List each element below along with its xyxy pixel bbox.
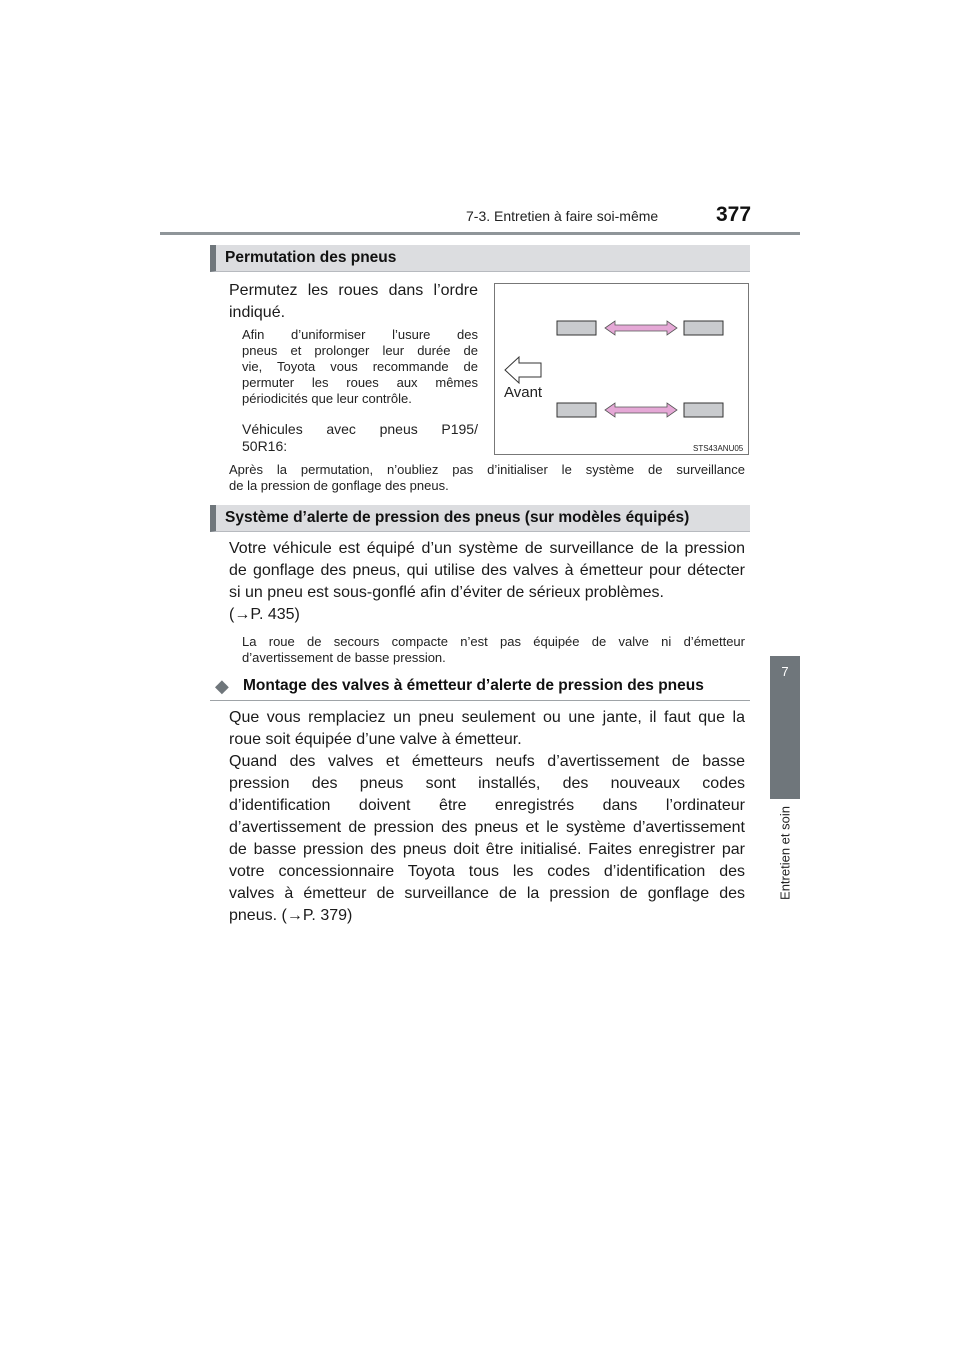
text-line: Afin d’uniformiser l’usure des bbox=[242, 327, 478, 342]
tire-front-right bbox=[557, 403, 596, 417]
text-line: indiqué. bbox=[229, 304, 286, 321]
text-line: 50R16: bbox=[242, 438, 288, 454]
tpms-body bbox=[229, 538, 745, 626]
tire-rotation-figure bbox=[494, 283, 749, 455]
text-line: Après la permutation, n’oubliez pas d’initialiser le système de surveillance bbox=[229, 462, 745, 477]
chapter-label: Entretien et soin bbox=[777, 806, 793, 900]
tire-rear-left bbox=[684, 321, 723, 335]
section-heading-text: Système d’alerte de pression des pneus (sur modèles équipés) bbox=[225, 509, 690, 526]
text-line: d’avertissement de pression des pneus et le système d’avertissement bbox=[229, 819, 745, 836]
tpms-note bbox=[242, 634, 745, 666]
rotation-arrow-top bbox=[605, 321, 677, 335]
vehicle-condition bbox=[242, 421, 478, 455]
permutation-intro bbox=[229, 280, 478, 324]
text-line: votre concessionnaire Toyota tous les codes d’identification des bbox=[229, 863, 745, 880]
page-number: 377 bbox=[716, 203, 752, 226]
text-line: d’avertissement de basse pression. bbox=[242, 650, 446, 665]
chapter-number: 7 bbox=[781, 664, 789, 679]
text-line: de la pression de gonflage des pneus. bbox=[229, 478, 449, 493]
figure-code: STS43ANU05 bbox=[693, 444, 744, 453]
text-line: pneus et prolonger leur durée de bbox=[242, 343, 478, 358]
text-line: permuter les roues aux mêmes bbox=[242, 375, 478, 390]
permutation-note bbox=[242, 327, 478, 407]
text-line: de gonflage des pneus, qui utilise des valves à émetteur pour détecter bbox=[229, 562, 745, 579]
section-heading-permutation bbox=[210, 245, 750, 272]
text-line: de basse pression des pneus doit être initialisé. Faites enregistrer par bbox=[229, 841, 745, 858]
text-line: si un pneu est sous-gonflé afin d’éviter de sérieux problèmes. bbox=[229, 584, 664, 601]
page-reference-link[interactable]: (→P. 435) bbox=[229, 606, 300, 623]
subsection-rule bbox=[210, 700, 750, 701]
text-line: pression des pneus sont installés, des nouveaux codes bbox=[229, 775, 745, 792]
section-heading-tpms bbox=[210, 505, 750, 532]
tire-front-left bbox=[557, 321, 596, 335]
page-reference-link[interactable]: pneus. (→P. 379) bbox=[229, 907, 353, 924]
after-rotation-note bbox=[229, 462, 745, 494]
front-direction-arrow bbox=[505, 357, 541, 383]
section-heading-text: Permutation des pneus bbox=[225, 249, 397, 266]
text-line: La roue de secours compacte n’est pas équipée de valve ni d’émetteur bbox=[242, 634, 745, 649]
rotation-arrow-bottom bbox=[605, 403, 677, 417]
diamond-bullet-icon: ◆ bbox=[215, 676, 229, 696]
text-line: vie, Toyota vous recommande de bbox=[242, 359, 478, 374]
text-line: Véhicules avec pneus P195/ bbox=[242, 421, 478, 437]
text-line: Quand des valves et émetteurs neufs d’avertissement de basse bbox=[229, 753, 745, 770]
valve-mounting-body bbox=[229, 707, 745, 927]
tire-rotation-diagram bbox=[495, 284, 748, 454]
text-line: d’identification doivent être enregistrés dans l’ordinateur bbox=[229, 797, 745, 814]
subsection-heading: Montage des valves à émetteur d’alerte de pression des pneus bbox=[243, 677, 704, 694]
text-line: Permutez les roues dans l’ordre bbox=[229, 282, 478, 299]
text-line: valves à émetteur de surveillance de la pression de gonflage des bbox=[229, 885, 745, 902]
text-line: périodicités que leur contrôle. bbox=[242, 391, 412, 406]
text-line: roue soit équipée d’une valve à émetteur. bbox=[229, 731, 522, 748]
header-rule bbox=[160, 232, 800, 235]
front-label: Avant bbox=[504, 384, 543, 401]
running-header-section: 7-3. Entretien à faire soi-même bbox=[466, 208, 659, 224]
text-line: Votre véhicule est équipé d’un système de surveillance de la pression bbox=[229, 540, 745, 557]
tire-rear-right bbox=[684, 403, 723, 417]
text-line: Que vous remplaciez un pneu seulement ou une jante, il faut que la bbox=[229, 709, 745, 726]
